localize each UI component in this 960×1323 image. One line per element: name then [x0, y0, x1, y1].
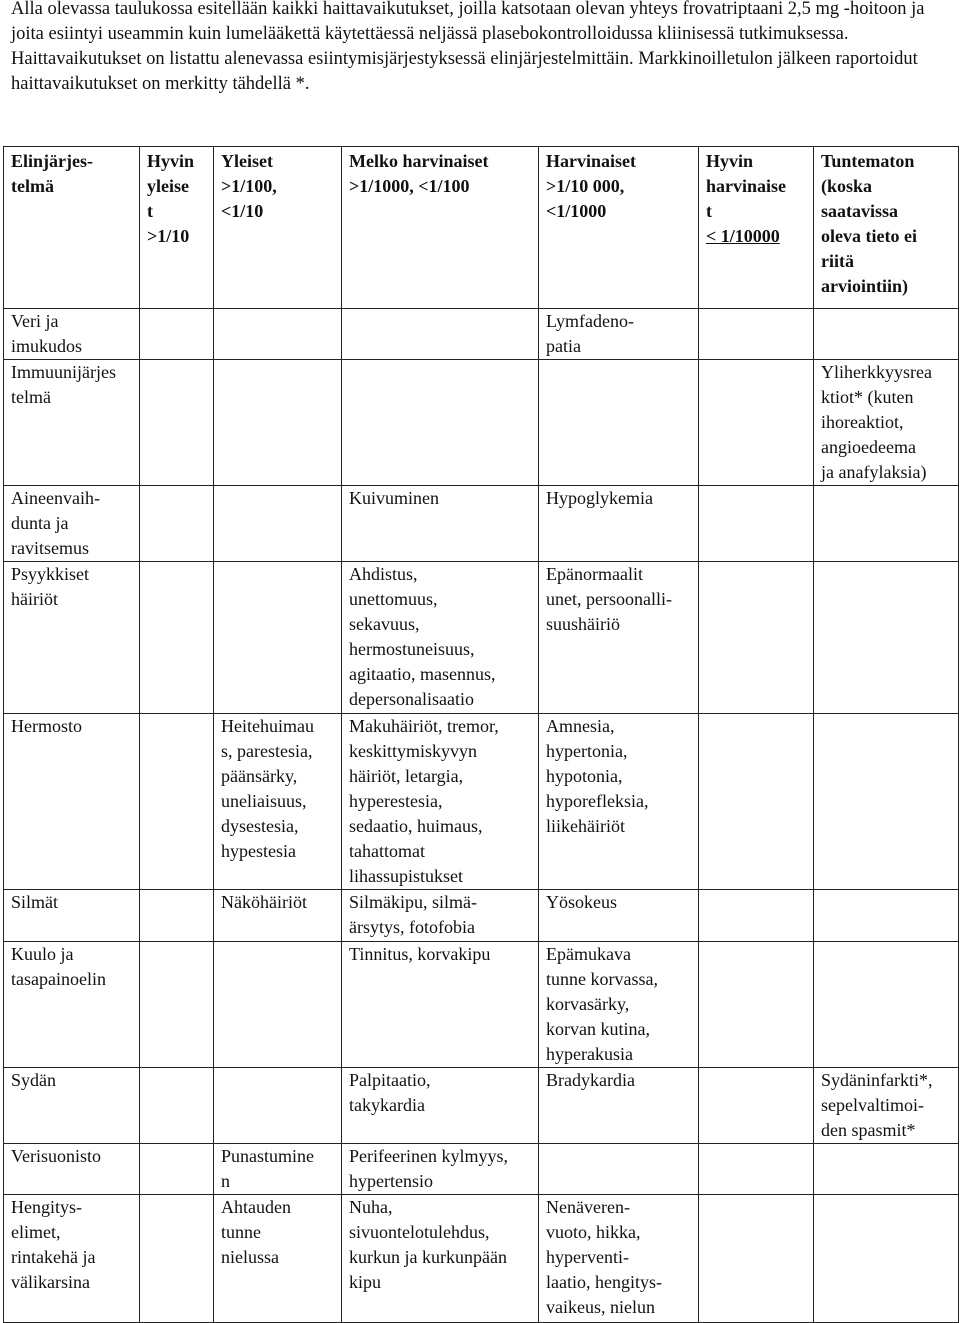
cell-organ: Verisuonisto: [4, 1144, 140, 1195]
cell-common: [214, 942, 342, 1068]
cell-uncommon: Makuhäiriöt, tremor, keskittymiskyvyn häiriöt, letargia, hyperestesia, sedaatio, huimaus, tahattomat lihassupistukset: [342, 714, 539, 890]
cell-very-rare: [699, 714, 814, 890]
cell-common: [214, 486, 342, 562]
table-row: [4, 714, 959, 890]
cell-very-rare: [699, 1144, 814, 1195]
header-organ-system: Elinjärjes- telmä: [4, 147, 140, 309]
cell-unknown: [814, 562, 959, 714]
header-very-rare-label: Hyvin harvinaise t: [706, 151, 787, 221]
table-row: [4, 562, 959, 714]
cell-common: Heitehuimau s, parestesia, päänsärky, uneliaisuus, dysestesia, hypestesia: [214, 714, 342, 890]
cell-uncommon: [342, 309, 539, 360]
cell-very-common: [140, 360, 214, 486]
cell-very-common: [140, 1144, 214, 1195]
header-uncommon: Melko harvinaiset >1/1000, <1/100: [342, 147, 539, 309]
cell-organ: Immuunijärjes telmä: [4, 360, 140, 486]
cell-rare: Epämukava tunne korvassa, korvasärky, korvan kutina, hyperakusia: [539, 942, 699, 1068]
cell-very-common: [140, 1195, 214, 1323]
cell-very-common: [140, 890, 214, 942]
intro-paragraph: Alla olevassa taulukossa esitellään kaikki haittavaikutukset, joilla katsotaan olevan yhteys frovatriptaani 2,5 mg -hoitoon ja joita esiintyi useammin kuin lumelääkettä käytettäessä neljässä plasebokontrolloidussa kliinisessä tutkimuksessa. Haittavaikutukset on listattu alenevassa esiintymisjärjestyksessä elinjärjestelmittäin. Markkinoilletulon jälkeen raportoidut haittavaikutukset on merkitty tähdellä *.: [11, 0, 925, 94]
cell-very-rare: [699, 1068, 814, 1144]
cell-organ: Veri ja imukudos: [4, 309, 140, 360]
header-very-rare-threshold: < 1/10000: [706, 226, 780, 246]
cell-unknown: Sydäninfarkti*, sepelvaltimoi- den spasmit*: [814, 1068, 959, 1144]
cell-very-common: [140, 562, 214, 714]
cell-rare: [539, 360, 699, 486]
table-row: [4, 486, 959, 562]
cell-uncommon: Tinnitus, korvakipu: [342, 942, 539, 1068]
cell-unknown: [814, 714, 959, 890]
cell-rare: Epänormaalit unet, persoonalli- suushäiriö: [539, 562, 699, 714]
cell-uncommon: Palpitaatio, takykardia: [342, 1068, 539, 1144]
cell-very-rare: [699, 1195, 814, 1323]
cell-unknown: [814, 309, 959, 360]
table-header-row: [4, 147, 959, 309]
cell-unknown: Yliherkkyysrea ktiot* (kuten ihoreaktiot, angioedeema ja anafylaksia): [814, 360, 959, 486]
cell-rare: Nenäveren- vuoto, hikka, hyperventi- laatio, hengitys- vaikeus, nielun: [539, 1195, 699, 1323]
cell-unknown: [814, 1144, 959, 1195]
cell-very-common: [140, 309, 214, 360]
table-row: [4, 1144, 959, 1195]
cell-organ: Hermosto: [4, 714, 140, 890]
cell-common: [214, 562, 342, 714]
cell-common: Ahtauden tunne nielussa: [214, 1195, 342, 1323]
cell-very-rare: [699, 942, 814, 1068]
header-common: Yleiset >1/100, <1/10: [214, 147, 342, 309]
cell-very-common: [140, 486, 214, 562]
cell-uncommon: Ahdistus, unettomuus, sekavuus, hermostuneisuus, agitaatio, masennus, depersonalisaatio: [342, 562, 539, 714]
cell-very-rare: [699, 360, 814, 486]
cell-very-rare: [699, 562, 814, 714]
cell-unknown: [814, 942, 959, 1068]
cell-very-common: [140, 714, 214, 890]
cell-rare: Hypoglykemia: [539, 486, 699, 562]
cell-common: Punastumine n: [214, 1144, 342, 1195]
cell-common: [214, 1068, 342, 1144]
cell-organ: Kuulo ja tasapainoelin: [4, 942, 140, 1068]
cell-common: [214, 360, 342, 486]
cell-unknown: [814, 890, 959, 942]
cell-common: [214, 309, 342, 360]
cell-organ: Sydän: [4, 1068, 140, 1144]
header-very-common: Hyvin yleise t >1/10: [140, 147, 214, 309]
cell-uncommon: Kuivuminen: [342, 486, 539, 562]
adverse-effects-table: [3, 146, 959, 1323]
cell-rare: Bradykardia: [539, 1068, 699, 1144]
cell-unknown: [814, 1195, 959, 1323]
cell-rare: Lymfadeno- patia: [539, 309, 699, 360]
header-unknown: Tuntematon (koska saatavissa oleva tieto ei riitä arviointiin): [814, 147, 959, 309]
cell-rare: [539, 1144, 699, 1195]
cell-uncommon: Silmäkipu, silmä- ärsytys, fotofobia: [342, 890, 539, 942]
cell-uncommon: [342, 360, 539, 486]
cell-organ: Aineenvaih- dunta ja ravitsemus: [4, 486, 140, 562]
table-row: [4, 360, 959, 486]
cell-very-common: [140, 942, 214, 1068]
table-row: [4, 1195, 959, 1323]
cell-unknown: [814, 486, 959, 562]
cell-very-common: [140, 1068, 214, 1144]
table-row: [4, 890, 959, 942]
cell-very-rare: [699, 309, 814, 360]
cell-organ: Psyykkiset häiriöt: [4, 562, 140, 714]
cell-uncommon: Perifeerinen kylmyys, hypertensio: [342, 1144, 539, 1195]
cell-common: Näköhäiriöt: [214, 890, 342, 942]
header-rare: Harvinaiset >1/10 000, <1/1000: [539, 147, 699, 309]
table-row: [4, 309, 959, 360]
cell-very-rare: [699, 890, 814, 942]
cell-organ: Hengitys- elimet, rintakehä ja välikarsina: [4, 1195, 140, 1323]
cell-organ: Silmät: [4, 890, 140, 942]
cell-very-rare: [699, 486, 814, 562]
header-very-rare: [699, 147, 814, 309]
cell-rare: Amnesia, hypertonia, hypotonia, hyporefleksia, liikehäiriöt: [539, 714, 699, 890]
cell-rare: Yösokeus: [539, 890, 699, 942]
cell-uncommon: Nuha, sivuontelotulehdus, kurkun ja kurkunpään kipu: [342, 1195, 539, 1323]
table-row: [4, 942, 959, 1068]
table-row: [4, 1068, 959, 1144]
